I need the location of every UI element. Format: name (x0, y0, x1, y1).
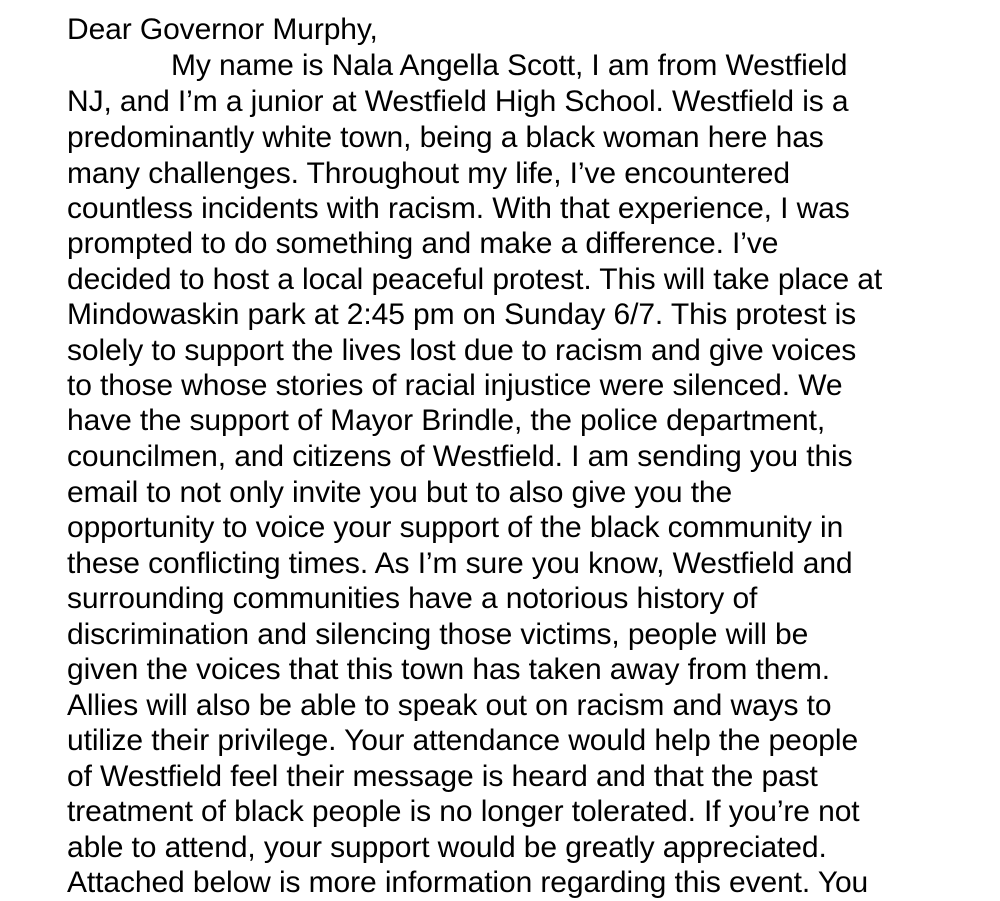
body-line: NJ, and I’m a junior at Westfield High School. Westfield is a (67, 85, 849, 118)
body-line: surrounding communities have a notorious history of (67, 582, 758, 615)
body-line: Mindowaskin park at 2:45 pm on Sunday 6/7. This protest is (67, 298, 857, 331)
body-line: of Westfield feel their message is heard and that the past (67, 760, 818, 793)
body-line: countless incidents with racism. With that experience, I was (67, 192, 850, 225)
body-line: able to attend, your support would be greatly appreciated. (67, 831, 827, 864)
body-line: solely to support the lives lost due to racism and give voices (67, 334, 857, 367)
body-line: email to not only invite you but to also give you the (67, 476, 733, 509)
body-line: these conflicting times. As I’m sure you know, Westfield and (67, 547, 853, 580)
body-line: predominantly white town, being a black woman here has (67, 121, 824, 154)
body-line: opportunity to voice your support of the black community in (67, 511, 844, 544)
body-line: prompted to do something and make a difference. I’ve (67, 227, 779, 260)
body-line: discrimination and silencing those victims, people will be (67, 618, 809, 651)
body-line: utilize their privilege. Your attendance would help the people (67, 724, 859, 757)
body-line: Attached below is more information regarding this event. You (67, 866, 869, 899)
body-line: given the voices that this town has taken away from them. (67, 653, 831, 686)
body-line: Allies will also be able to speak out on racism and ways to (67, 689, 832, 722)
body-line: councilmen, and citizens of Westfield. I am sending you this (67, 440, 853, 473)
body-line: many challenges. Throughout my life, I’ve encountered (67, 157, 790, 190)
body-line: decided to host a local peaceful protest. This will take place at (67, 263, 883, 296)
body-line: have the support of Mayor Brindle, the police department, (67, 404, 826, 437)
body-line: My name is Nala Angella Scott, I am from Westfield (171, 49, 848, 82)
body-line: to those whose stories of racial injustice were silenced. We (67, 369, 843, 402)
salutation: Dear Governor Murphy, (67, 13, 378, 46)
body-line: treatment of black people is no longer tolerated. If you’re not (67, 795, 860, 828)
